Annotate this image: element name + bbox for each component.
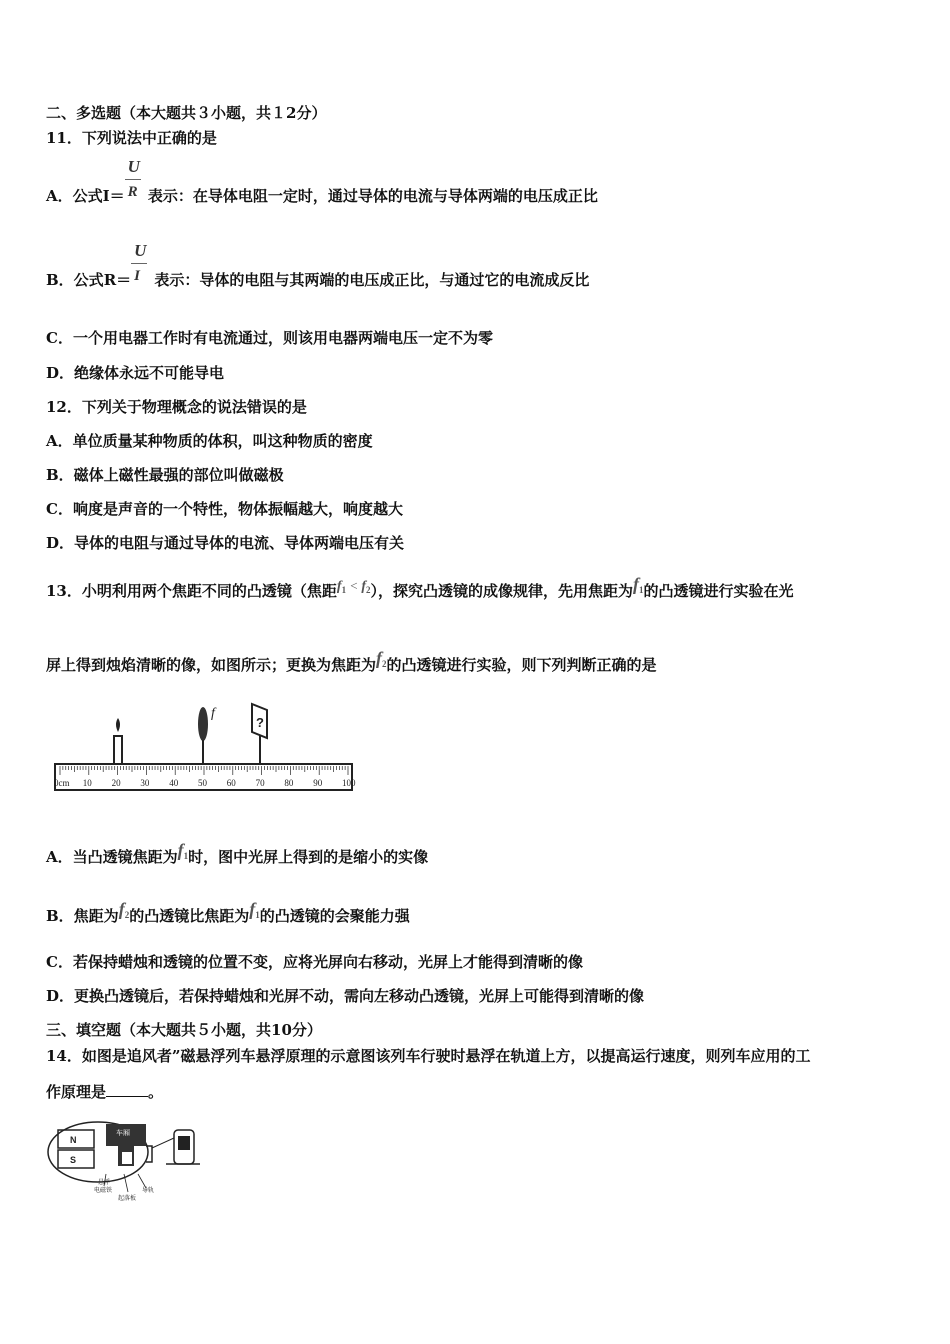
q13-option-c: C．若保持蜡烛和透镜的位置不变，应将光屏向右移动，光屏上才能得到清晰的像 <box>46 953 583 971</box>
ruler-tick-label: 80 <box>284 778 294 788</box>
q13-a-f1-symbol: $f_1$ <box>177 840 189 861</box>
q13-stem-line1 <box>46 574 794 606</box>
q13-stem-part3: 的凸透镜进行实验在光 <box>643 582 794 600</box>
q12-option-d: D．导体的电阻与通过导体的电流、导体两端电压有关 <box>46 534 405 552</box>
q11-option-b <box>46 241 590 291</box>
q12-option-a: A．单位质量某种物质的体积，叫这种物质的密度 <box>46 432 373 450</box>
q13-stem-line2 <box>46 648 657 680</box>
q12-stem: 12．下列关于物理概念的说法错误的是 <box>46 398 307 416</box>
pointer-line <box>138 1174 146 1188</box>
fraction-bar <box>125 179 141 180</box>
ruler-tick-label: 10 <box>82 778 92 788</box>
q13-option-a <box>46 840 429 872</box>
ruler-tick-label: 90 <box>313 778 323 788</box>
q13-stem-part2: ），探究凸透镜的成像规律，先用焦距为 <box>370 582 634 600</box>
q11-b-formula-lhs: R＝ <box>103 271 132 289</box>
fraction-bar <box>131 263 147 264</box>
q13-option-d: D．更换凸透镜后，若保持蜡烛和光屏不动，需向左移动凸透镜，光屏上可能得到清晰的像 <box>46 987 645 1005</box>
label-plate: 起落板 <box>118 1195 137 1202</box>
q13-f2-symbol-2: $f_2$ <box>376 648 387 669</box>
ruler-tick-label: 100 <box>342 778 356 788</box>
car-label: 车厢 <box>116 1129 130 1137</box>
label-electromagnet: 电磁铁 <box>94 1187 113 1194</box>
ruler-tick-label: 60 <box>226 778 236 788</box>
q12-option-b: B．磁体上磁性最强的部位叫做磁极 <box>46 466 284 484</box>
answer-blank[interactable] <box>106 1082 148 1097</box>
q14-line2-part1: 作原理是 <box>46 1083 107 1101</box>
light-screen <box>252 704 267 764</box>
q14-line2 <box>46 1082 163 1102</box>
pointer-line <box>152 1138 174 1148</box>
q13-a-part1: A．当凸透镜焦距为 <box>46 848 178 866</box>
section2-header: 二、多选题（本大题共３小题，共１2分） <box>46 104 327 122</box>
q13-f1-symbol-2: $f_1$ <box>633 574 644 595</box>
s-label: S <box>70 1155 77 1165</box>
optical-bench-figure <box>52 700 357 795</box>
ruler-tick-label: 70 <box>255 778 265 788</box>
ruler-tick-label: 40 <box>169 778 179 788</box>
q13-b-part3: 的凸透镜的会聚能力强 <box>259 907 410 925</box>
q13-b-f1-symbol: $f_1$ <box>249 899 260 920</box>
ruler-tick-label: 50 <box>198 778 207 788</box>
label-guide: 导轨 <box>142 1187 155 1194</box>
ruler-tick-label: 30 <box>140 778 150 788</box>
q11-b-fraction <box>131 241 149 291</box>
q11-b-numerator: U <box>134 241 147 260</box>
q13-b-part1: B．焦距为 <box>46 907 119 925</box>
q11-b-prefix: B．公式 <box>46 271 104 289</box>
label-suspension: 悬浮 <box>98 1179 111 1186</box>
q13-b-part2: 的凸透镜比焦距为 <box>129 907 250 925</box>
q11-stem: 11．下列说法中正确的是 <box>46 129 217 147</box>
q14-line2-part2: 。 <box>148 1083 164 1101</box>
q11-option-c: C．一个用电器工作时有电流通过，则该用电器两端电压一定不为零 <box>46 329 493 347</box>
q11-a-numerator: U <box>127 157 140 176</box>
q12-option-c: C．响度是声音的一个特性，物体振幅越大，响度越大 <box>46 500 403 518</box>
q11-b-denominator: I <box>134 268 140 284</box>
q11-a-rest: 表示：在导体电阻一定时，通过导体的电流与导体两端的电压成正比 <box>147 187 598 205</box>
n-label: N <box>70 1135 77 1145</box>
train-window <box>178 1136 190 1150</box>
ruler-tick-label: 20 <box>111 778 121 788</box>
q13-line2-part2: 的凸透镜进行实验，则下列判断正确的是 <box>386 656 657 674</box>
convex-lens <box>198 707 208 764</box>
q11-a-denominator: R <box>127 184 138 200</box>
q14-line1: 14．如图是追风者”磁悬浮列车悬浮原理的示意图该列车行驶时悬浮在轨道上方，以提高运行速度，则列车应用的工 <box>46 1047 811 1065</box>
ruler-tick-label: 0cm <box>54 778 70 788</box>
q11-a-fraction <box>125 157 143 207</box>
track-core <box>122 1152 132 1164</box>
lens-label: f <box>211 706 215 721</box>
q11-a-prefix: A．公式 <box>46 187 103 205</box>
q13-f2-symbol: $f_2$ <box>361 579 371 595</box>
q13-a-part2: 时，图中光屏上得到的是缩小的实像 <box>188 848 429 866</box>
q13-option-b <box>46 899 410 931</box>
q13-less-than: < <box>346 578 362 593</box>
q13-line2-part1: 屏上得到烛焰清晰的像，如图所示；更换为焦距为 <box>46 656 377 674</box>
q11-a-formula-lhs: I＝ <box>102 187 125 205</box>
maglev-figure <box>46 1118 206 1208</box>
q13-f1-symbol: $f_1$ <box>336 579 347 595</box>
q11-option-d: D．绝缘体永远不可能导电 <box>46 364 225 382</box>
q13-stem-part1: 13．小明利用两个焦距不同的凸透镜（焦距 <box>46 582 337 600</box>
candle <box>114 718 122 764</box>
screen-label: ? <box>256 715 264 730</box>
q13-b-f2-symbol: $f_2$ <box>118 899 130 920</box>
section3-header: 三、填空题（本大题共５小题，共10分） <box>46 1021 322 1039</box>
q11-option-a <box>46 157 598 207</box>
q11-b-rest: 表示：导体的电阻与其两端的电压成正比，与通过它的电流成反比 <box>154 271 590 289</box>
